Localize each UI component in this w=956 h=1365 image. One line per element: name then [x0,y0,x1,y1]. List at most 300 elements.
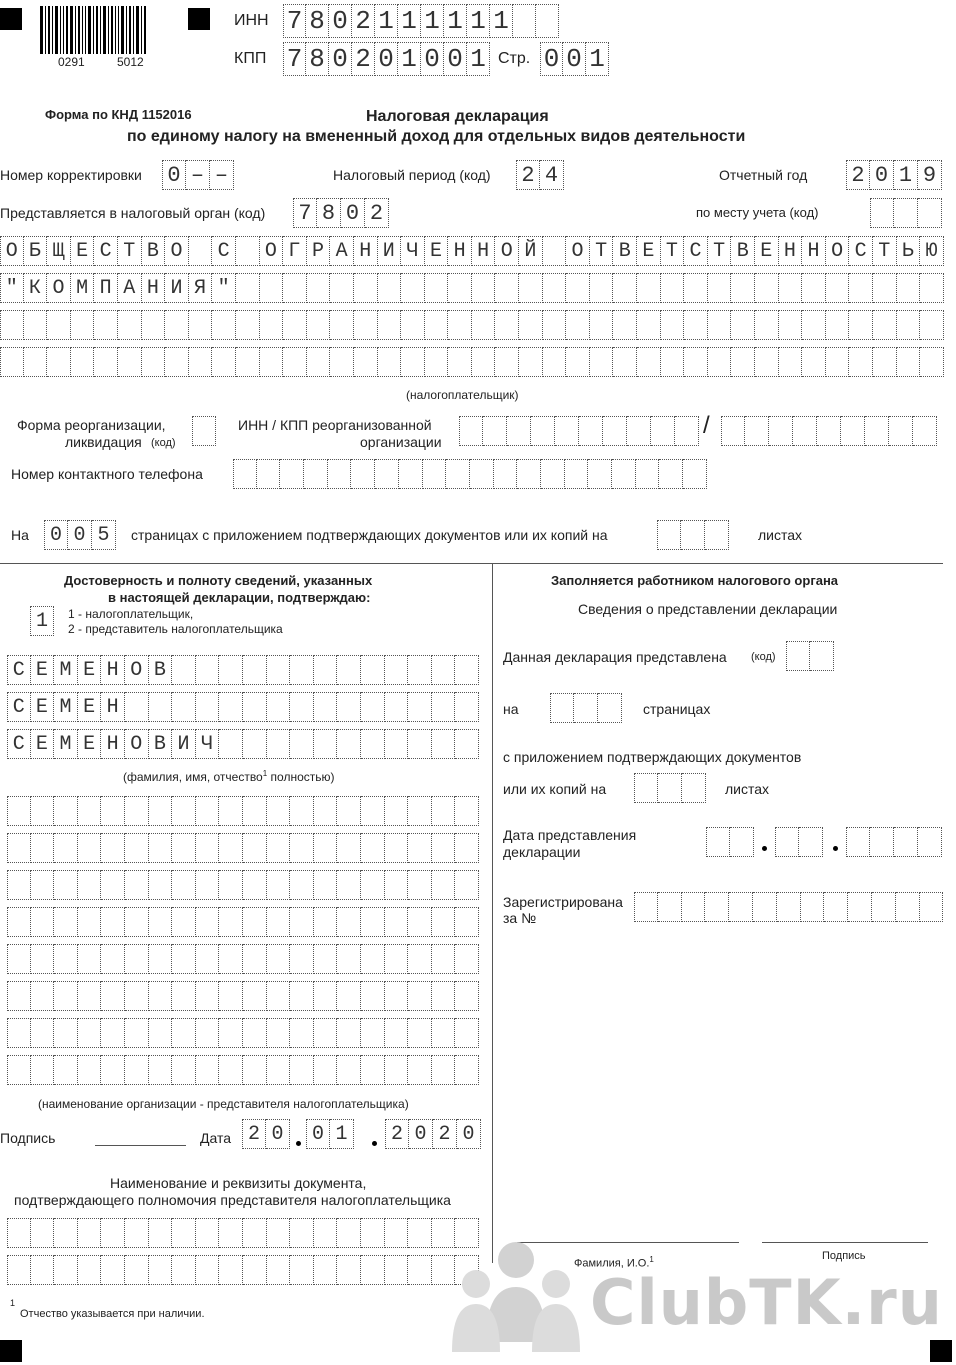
char-cell[interactable]: В [613,236,637,266]
char-cell[interactable] [243,1018,267,1048]
char-cell[interactable]: Т [590,236,614,266]
char-cell[interactable] [290,944,314,974]
char-cell[interactable] [536,4,559,38]
char-cell[interactable] [799,827,823,857]
char-cell[interactable] [598,693,622,723]
char-cell[interactable]: 2 [365,198,389,228]
char-cell[interactable] [54,1218,78,1248]
char-cell[interactable] [314,907,338,937]
char-cell[interactable] [432,692,456,722]
char-cell[interactable] [314,655,338,685]
char-cell[interactable] [802,310,826,340]
char-cell[interactable]: Е [755,236,779,266]
char-cell[interactable] [54,833,78,863]
char-cell[interactable] [314,981,338,1011]
char-cell[interactable] [661,347,685,377]
char-cell[interactable]: Т [873,236,897,266]
char-cell[interactable] [550,693,574,723]
char-cell[interactable] [337,1055,361,1085]
char-cell[interactable] [290,1218,314,1248]
char-cell[interactable]: О [495,236,519,266]
char-cell[interactable] [314,1055,338,1085]
char-cell[interactable] [31,1018,55,1048]
char-cell[interactable] [432,729,456,759]
char-cell[interactable] [243,1255,267,1285]
char-cell[interactable]: 0 [444,42,467,76]
char-cell[interactable] [543,310,567,340]
doc-row-2[interactable] [7,1255,479,1285]
char-cell[interactable] [401,273,425,303]
char-cell[interactable] [708,273,732,303]
char-cell[interactable] [267,907,291,937]
char-cell[interactable] [219,1018,243,1048]
char-cell[interactable] [243,944,267,974]
char-cell[interactable] [519,347,543,377]
char-cell[interactable]: Ю [920,236,944,266]
char-cell[interactable] [125,907,149,937]
char-cell[interactable] [385,655,409,685]
char-cell[interactable] [894,827,918,857]
char-cell[interactable]: 0 [162,160,186,190]
char-cell[interactable] [54,907,78,937]
char-cell[interactable] [78,1218,102,1248]
char-cell[interactable] [149,1218,173,1248]
char-cell[interactable] [219,655,243,685]
char-cell[interactable] [54,870,78,900]
char-cell[interactable] [543,347,567,377]
char-cell[interactable]: В [149,655,173,685]
char-cell[interactable] [212,310,236,340]
char-cell[interactable] [873,273,897,303]
char-cell[interactable] [408,944,432,974]
char-cell[interactable] [24,310,48,340]
char-cell[interactable]: 8 [306,4,329,38]
char-cell[interactable] [243,729,267,759]
char-cell[interactable] [425,273,449,303]
char-cell[interactable]: 0 [457,1119,481,1149]
char-cell[interactable]: 1 [894,160,918,190]
char-cell[interactable] [172,655,196,685]
char-cell[interactable] [101,1018,125,1048]
char-cell[interactable] [78,944,102,974]
char-cell[interactable] [755,273,779,303]
org-rep-row-5[interactable] [7,944,479,974]
org-rep-row-7[interactable] [7,1018,479,1048]
char-cell[interactable]: 2 [385,1119,409,1149]
char-cell[interactable] [314,833,338,863]
char-cell[interactable]: О [260,236,284,266]
char-cell[interactable] [307,273,331,303]
char-cell[interactable] [637,273,661,303]
char-cell[interactable] [267,796,291,826]
char-cell[interactable] [196,833,220,863]
char-cell[interactable] [243,870,267,900]
char-cell[interactable] [290,692,314,722]
char-cell[interactable] [802,347,826,377]
char-cell[interactable]: 2 [242,1119,266,1149]
char-cell[interactable] [31,1255,55,1285]
pages-cells[interactable] [44,520,116,550]
char-cell[interactable] [337,729,361,759]
char-cell[interactable] [897,310,921,340]
char-cell[interactable]: 1 [30,606,54,636]
char-cell[interactable] [634,892,658,922]
char-cell[interactable] [142,347,166,377]
char-cell[interactable] [243,796,267,826]
char-cell[interactable] [354,310,378,340]
char-cell[interactable] [849,310,873,340]
char-cell[interactable] [894,198,918,228]
char-cell[interactable] [7,870,31,900]
char-cell[interactable] [196,981,220,1011]
char-cell[interactable] [219,692,243,722]
char-cell[interactable] [769,416,793,446]
char-cell[interactable] [54,944,78,974]
char-cell[interactable] [260,273,284,303]
char-cell[interactable] [731,310,755,340]
char-cell[interactable]: С [7,655,31,685]
char-cell[interactable] [172,1018,196,1048]
char-cell[interactable] [219,833,243,863]
office-sheets-cells[interactable] [634,773,706,803]
char-cell[interactable] [408,729,432,759]
org-rep-row-1[interactable] [7,796,479,826]
char-cell[interactable] [683,459,707,489]
char-cell[interactable]: В [149,729,173,759]
char-cell[interactable] [7,1218,31,1248]
char-cell[interactable]: – [186,160,210,190]
char-cell[interactable] [637,347,661,377]
char-cell[interactable] [385,833,409,863]
char-cell[interactable] [101,944,125,974]
kpp-cells[interactable] [283,42,490,76]
char-cell[interactable] [243,692,267,722]
char-cell[interactable] [385,796,409,826]
char-cell[interactable] [219,1055,243,1085]
char-cell[interactable] [125,1218,149,1248]
char-cell[interactable]: Г [283,236,307,266]
char-cell[interactable] [777,892,801,922]
char-cell[interactable] [243,1218,267,1248]
char-cell[interactable]: 0 [870,160,894,190]
char-cell[interactable] [721,416,745,446]
char-cell[interactable] [361,796,385,826]
char-cell[interactable] [565,459,589,489]
char-cell[interactable]: 7 [283,42,306,76]
char-cell[interactable]: О [0,236,24,266]
char-cell[interactable] [172,692,196,722]
char-cell[interactable] [408,655,432,685]
char-cell[interactable] [730,827,754,857]
char-cell[interactable] [290,907,314,937]
char-cell[interactable] [432,1018,456,1048]
char-cell[interactable] [817,416,841,446]
char-cell[interactable] [267,655,291,685]
char-cell[interactable] [684,310,708,340]
char-cell[interactable] [149,1018,173,1048]
char-cell[interactable] [71,347,95,377]
char-cell[interactable] [918,198,942,228]
char-cell[interactable] [290,1018,314,1048]
char-cell[interactable] [118,310,142,340]
char-cell[interactable] [826,347,850,377]
char-cell[interactable] [361,655,385,685]
char-cell[interactable]: – [210,160,234,190]
char-cell[interactable] [385,944,409,974]
char-cell[interactable] [920,347,944,377]
char-cell[interactable] [495,273,519,303]
char-cell[interactable]: Р [307,236,331,266]
char-cell[interactable] [755,310,779,340]
char-cell[interactable] [94,310,118,340]
char-cell[interactable] [101,1055,125,1085]
char-cell[interactable]: 0 [329,4,352,38]
char-cell[interactable]: О [125,655,149,685]
char-cell[interactable] [196,655,220,685]
char-cell[interactable] [267,1218,291,1248]
char-cell[interactable]: 1 [398,42,421,76]
char-cell[interactable]: " [212,273,236,303]
char-cell[interactable] [101,1255,125,1285]
char-cell[interactable] [682,773,706,803]
char-cell[interactable] [149,1055,173,1085]
char-cell[interactable] [661,310,685,340]
char-cell[interactable] [354,347,378,377]
char-cell[interactable] [786,641,810,671]
char-cell[interactable]: 7 [283,4,306,38]
reorg-kpp-cells[interactable] [721,416,937,446]
char-cell[interactable]: 0 [409,1119,433,1149]
char-cell[interactable] [385,1018,409,1048]
char-cell[interactable] [455,655,479,685]
char-cell[interactable] [196,907,220,937]
char-cell[interactable] [455,796,479,826]
char-cell[interactable] [425,347,449,377]
char-cell[interactable]: И [165,273,189,303]
char-cell[interactable] [361,833,385,863]
patronymic-cells[interactable] [7,729,479,759]
char-cell[interactable] [385,907,409,937]
char-cell[interactable]: Н [142,273,166,303]
char-cell[interactable] [408,833,432,863]
char-cell[interactable] [142,310,166,340]
char-cell[interactable] [472,347,496,377]
char-cell[interactable] [920,273,944,303]
char-cell[interactable] [682,892,706,922]
char-cell[interactable] [219,870,243,900]
char-cell[interactable] [408,1018,432,1048]
submitted-cells[interactable] [786,641,834,671]
char-cell[interactable]: М [54,655,78,685]
char-cell[interactable] [78,796,102,826]
char-cell[interactable]: Е [78,692,102,722]
char-cell[interactable] [47,310,71,340]
char-cell[interactable]: Н [472,236,496,266]
char-cell[interactable] [658,892,682,922]
char-cell[interactable] [337,981,361,1011]
char-cell[interactable] [870,198,894,228]
char-cell[interactable] [637,310,661,340]
char-cell[interactable] [613,347,637,377]
char-cell[interactable] [267,1055,291,1085]
char-cell[interactable] [361,907,385,937]
char-cell[interactable]: О [566,236,590,266]
char-cell[interactable]: Т [708,236,732,266]
char-cell[interactable] [385,1218,409,1248]
char-cell[interactable] [361,1255,385,1285]
char-cell[interactable] [78,870,102,900]
char-cell[interactable] [613,273,637,303]
char-cell[interactable] [7,944,31,974]
char-cell[interactable] [385,981,409,1011]
char-cell[interactable] [519,310,543,340]
char-cell[interactable] [361,1055,385,1085]
char-cell[interactable]: 0 [341,198,365,228]
char-cell[interactable] [0,310,24,340]
char-cell[interactable] [101,833,125,863]
char-cell[interactable] [125,692,149,722]
char-cell[interactable] [401,310,425,340]
char-cell[interactable]: 0 [266,1119,290,1149]
char-cell[interactable]: 1 [398,4,421,38]
char-cell[interactable] [495,310,519,340]
char-cell[interactable] [378,310,402,340]
char-cell[interactable] [54,1018,78,1048]
char-cell[interactable] [290,729,314,759]
char-cell[interactable] [172,981,196,1011]
char-cell[interactable]: В [142,236,166,266]
char-cell[interactable] [219,1255,243,1285]
char-cell[interactable]: 1 [467,4,490,38]
char-cell[interactable] [872,892,896,922]
char-cell[interactable]: 0 [421,42,444,76]
reorg-inn-cells[interactable] [459,416,699,446]
char-cell[interactable] [172,796,196,826]
char-cell[interactable] [290,833,314,863]
char-cell[interactable]: Е [31,729,55,759]
char-cell[interactable] [101,981,125,1011]
char-cell[interactable] [841,416,865,446]
char-cell[interactable] [7,907,31,937]
char-cell[interactable] [636,459,660,489]
office-date-year-cells[interactable] [846,827,942,857]
char-cell[interactable] [149,833,173,863]
char-cell[interactable] [399,459,423,489]
char-cell[interactable] [378,273,402,303]
char-cell[interactable] [634,773,658,803]
char-cell[interactable] [918,827,942,857]
char-cell[interactable] [920,892,944,922]
char-cell[interactable] [408,692,432,722]
char-cell[interactable] [101,796,125,826]
signature-line[interactable] [95,1145,186,1146]
char-cell[interactable] [337,944,361,974]
char-cell[interactable] [236,273,260,303]
char-cell[interactable] [192,416,216,446]
char-cell[interactable] [775,827,799,857]
char-cell[interactable] [267,692,291,722]
char-cell[interactable] [219,1218,243,1248]
char-cell[interactable] [849,347,873,377]
char-cell[interactable]: Н [448,236,472,266]
char-cell[interactable] [385,692,409,722]
char-cell[interactable] [243,1055,267,1085]
char-cell[interactable] [78,907,102,937]
period-cells[interactable] [516,160,564,190]
char-cell[interactable] [257,459,281,489]
char-cell[interactable] [125,870,149,900]
char-cell[interactable] [94,347,118,377]
char-cell[interactable]: 1 [467,42,490,76]
char-cell[interactable] [566,273,590,303]
char-cell[interactable] [337,907,361,937]
char-cell[interactable] [314,944,338,974]
char-cell[interactable] [219,944,243,974]
char-cell[interactable] [328,459,352,489]
char-cell[interactable] [810,641,834,671]
office-sign-line[interactable] [762,1242,928,1243]
char-cell[interactable]: 0 [306,1119,330,1149]
char-cell[interactable]: Е [637,236,661,266]
char-cell[interactable] [267,981,291,1011]
char-cell[interactable] [78,1018,102,1048]
char-cell[interactable] [920,310,944,340]
char-cell[interactable] [7,1255,31,1285]
char-cell[interactable] [212,347,236,377]
char-cell[interactable]: 2 [846,160,870,190]
char-cell[interactable] [314,729,338,759]
char-cell[interactable]: Е [78,729,102,759]
char-cell[interactable] [307,310,331,340]
char-cell[interactable] [361,944,385,974]
char-cell[interactable] [495,347,519,377]
char-cell[interactable] [870,827,894,857]
char-cell[interactable] [826,310,850,340]
char-cell[interactable] [849,273,873,303]
char-cell[interactable] [337,1255,361,1285]
char-cell[interactable] [543,236,567,266]
char-cell[interactable] [432,1055,456,1085]
phone-cells[interactable] [233,459,707,489]
name-cells[interactable] [7,692,479,722]
char-cell[interactable] [824,892,848,922]
org-name-row-3[interactable] [0,310,944,340]
char-cell[interactable] [236,236,260,266]
char-cell[interactable]: 2 [352,4,375,38]
char-cell[interactable] [361,692,385,722]
char-cell[interactable] [189,310,213,340]
sheets-cells[interactable] [657,520,729,550]
char-cell[interactable]: К [24,273,48,303]
char-cell[interactable]: Е [78,655,102,685]
char-cell[interactable]: С [7,729,31,759]
char-cell[interactable] [684,273,708,303]
char-cell[interactable] [196,692,220,722]
place-cells[interactable] [870,198,942,228]
char-cell[interactable] [31,1218,55,1248]
char-cell[interactable] [613,310,637,340]
char-cell[interactable] [290,870,314,900]
char-cell[interactable] [267,1018,291,1048]
char-cell[interactable] [337,1018,361,1048]
char-cell[interactable]: Е [425,236,449,266]
char-cell[interactable] [314,796,338,826]
char-cell[interactable] [375,459,399,489]
org-name-row-1[interactable] [0,236,944,266]
char-cell[interactable]: 4 [540,160,564,190]
org-rep-row-6[interactable] [7,981,479,1011]
char-cell[interactable] [455,907,479,937]
